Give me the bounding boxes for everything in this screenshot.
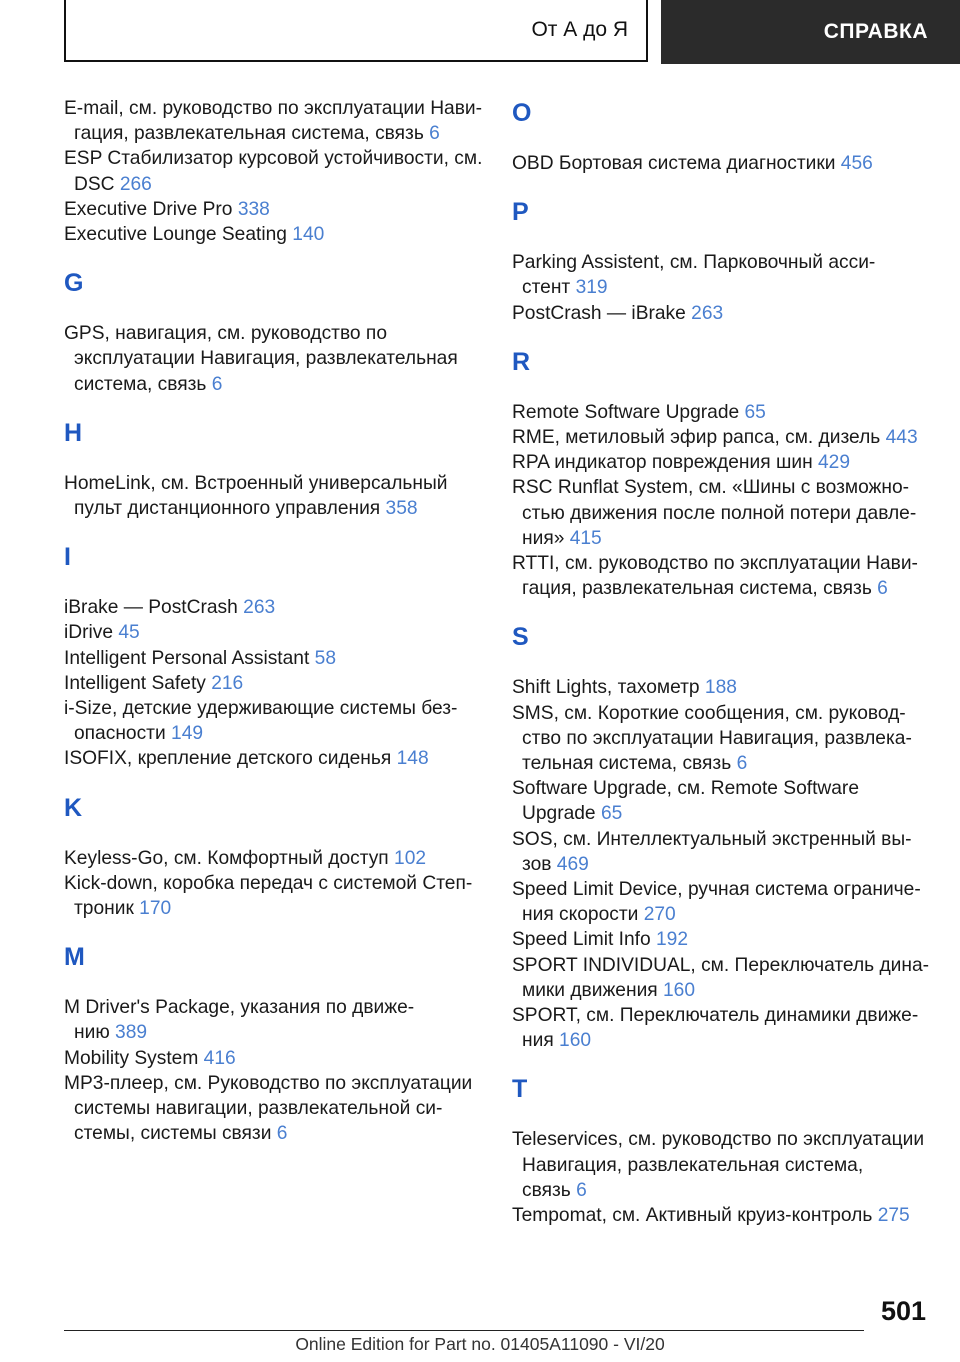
page-reference-link[interactable]: 429 [818, 452, 851, 474]
index-entry-text: RSC Runflat System, см. «Шины с возможно- [512, 477, 910, 499]
section-spacer [64, 247, 484, 266]
index-entry-text: Shift Lights, тахометр [512, 677, 705, 699]
index-entry [64, 146, 484, 196]
index-entry [64, 222, 484, 247]
index-entry-text: опасности [74, 723, 172, 745]
index-entry-text: OBD Бортовая система диагностики [512, 153, 841, 174]
index-letter-heading: P [512, 198, 529, 227]
index-entry-text: мики движения [522, 979, 664, 1001]
index-entry-text: Executive Lounge Seating [64, 224, 293, 246]
page-reference-link[interactable]: 266 [119, 173, 152, 195]
index-entry-text: эксплуатации Навигация, развлекательная [74, 348, 458, 370]
section-spacer [512, 1106, 932, 1127]
index-entry [64, 871, 484, 921]
index-entry [64, 471, 484, 521]
page-reference-link[interactable]: 415 [569, 527, 602, 549]
index-entry-text: Parking Assistent, см. Парковочный асси- [512, 252, 876, 274]
page-reference-link[interactable]: 275 [877, 1205, 910, 1227]
index-entry [64, 197, 484, 222]
index-entry [512, 953, 932, 1003]
section-spacer [64, 825, 484, 846]
page-reference-link[interactable]: 160 [663, 979, 696, 1001]
section-spacer [512, 326, 932, 345]
section-spacer [512, 229, 932, 250]
chapter-tab-label: От А до Я [531, 18, 628, 41]
index-letter-heading: T [512, 1075, 528, 1104]
index-entry-text: ство по эксплуатации Навигация, развлека- [522, 727, 912, 749]
page-reference-link[interactable]: 319 [575, 277, 608, 299]
index-entry-text: SMS, см. Короткие сообщения, см. руковод- [512, 702, 906, 724]
page-reference-link[interactable]: 358 [385, 498, 418, 520]
index-entry-text: Keyless-Go, см. Комфортный доступ [64, 847, 395, 869]
index-entry-text: зов [522, 853, 557, 875]
page-header [64, 0, 960, 64]
index-entry-text: E-mail, см. руководство по эксплуатации Нави- [64, 98, 483, 119]
page-reference-link[interactable]: 443 [885, 427, 918, 449]
index-entry [512, 551, 932, 601]
index-entry-text: Навигация, развлекательная система, [522, 1154, 864, 1176]
index-entry-text: SPORT, см. Переключатель динамики движе- [512, 1005, 919, 1027]
page-reference-link[interactable]: 45 [118, 622, 140, 644]
index-entry-text: системы навигации, развлекательной си- [74, 1098, 443, 1120]
index-entry-text: MP3-плеер, см. Руководство по эксплуатации [64, 1072, 473, 1094]
index-entry-text: тельная система, связь [522, 753, 737, 775]
page-reference-link[interactable]: 65 [600, 803, 623, 825]
page-reference-link[interactable]: 389 [115, 1022, 148, 1044]
section-spacer [64, 574, 484, 595]
index-entry-text: M Driver's Package, указания по движе- [64, 997, 415, 1019]
page-reference-link[interactable]: 192 [656, 929, 689, 951]
index-entry-text: троник [74, 898, 140, 920]
page-reference-link[interactable]: 263 [691, 302, 724, 324]
page-reference-link[interactable]: 6 [429, 123, 440, 145]
index-letter-heading: H [64, 418, 83, 447]
index-entry-text: PostCrash — iBrake [512, 302, 692, 324]
index-entry [512, 827, 932, 877]
index-entry-text: ния скорости [522, 904, 644, 926]
page-reference-link[interactable]: 148 [396, 748, 429, 770]
section-tab-label: СПРАВКА [823, 20, 928, 43]
index-entry-text: нию [74, 1022, 116, 1044]
section-spacer [512, 601, 932, 620]
index-entry-text: Remote Software Upgrade [512, 401, 745, 423]
index-entry [64, 671, 484, 696]
section-spacer [64, 974, 484, 995]
page-reference-link[interactable]: 102 [394, 847, 427, 869]
section-spacer [512, 130, 932, 151]
index-entry-text: SPORT INDIVIDUAL, см. Переключатель дина- [512, 954, 930, 976]
index-entry-text: пульт дистанционного управления [74, 498, 386, 520]
index-entry [512, 151, 932, 176]
index-entry [64, 646, 484, 671]
index-entry-text: SOS, см. Интеллектуальный экстренный вы- [512, 828, 912, 850]
index-entry [512, 927, 932, 952]
index-entry-text: iBrake — PostCrash [64, 597, 244, 619]
index-entry-text: стемы, системы связи [74, 1123, 277, 1145]
index-entry-text: iDrive [64, 622, 119, 644]
index-entry [64, 696, 484, 746]
index-entry [64, 995, 484, 1045]
page-reference-link[interactable]: 338 [237, 198, 270, 220]
index-entry-text: система, связь [74, 373, 212, 395]
index-entry [64, 96, 484, 146]
index-entry [512, 877, 932, 927]
section-spacer [512, 176, 932, 195]
page-reference-link[interactable]: 6 [576, 1179, 587, 1201]
section-spacer [64, 397, 484, 416]
page-reference-link[interactable]: 270 [643, 904, 676, 926]
index-entry-text: i-Size, детские удерживающие системы без- [64, 698, 458, 720]
section-spacer [64, 921, 484, 940]
page-reference-link[interactable]: 6 [276, 1123, 288, 1145]
index-letter-heading: R [512, 347, 531, 376]
section-spacer [64, 300, 484, 321]
index-letter-heading: S [512, 623, 529, 652]
index-letter-heading: M [64, 943, 85, 972]
index-entry-text: ния» [522, 527, 570, 549]
footer-edition-text: Online Edition for Part no. 01405A11090 - VI/20 [295, 1334, 665, 1354]
index-entry-text: HomeLink, см. Встроенный универсальный [64, 472, 448, 494]
index-entry-text: Speed Limit Device, ручная система ограниче- [512, 879, 921, 901]
index-entry-text: RTTI, см. руководство по эксплуатации Нави- [512, 553, 918, 575]
section-spacer [64, 450, 484, 471]
index-entry-text: стью движения после полной потери давле- [522, 502, 917, 524]
index-entry [512, 250, 932, 300]
chapter-tab[interactable] [64, 0, 648, 62]
index-entry-text: ESP Стабилизатор курсовой устойчивости, см. [64, 148, 483, 170]
section-spacer [512, 1053, 932, 1072]
page-reference-link[interactable]: 188 [704, 677, 737, 699]
index-entry [512, 301, 932, 326]
index-entry [64, 1071, 484, 1147]
index-entry-text: Intelligent Safety [64, 672, 212, 694]
index-entry-text: Mobility System [64, 1047, 204, 1069]
index-entry [64, 620, 484, 645]
index-letter-heading: K [64, 793, 83, 822]
index-entry-text: Executive Drive Pro [64, 198, 238, 220]
page-reference-link[interactable]: 263 [243, 597, 276, 619]
index-entry-text: ISOFIX, крепление детского сиденья [64, 748, 397, 770]
index-column-right [512, 96, 932, 1228]
page-reference-link[interactable]: 6 [736, 753, 748, 775]
section-spacer [64, 521, 484, 540]
page-reference-link[interactable]: 170 [139, 898, 172, 920]
index-entry [512, 400, 932, 425]
section-tab[interactable] [661, 0, 960, 64]
index-letter-heading: O [512, 99, 532, 127]
index-entry [512, 425, 932, 450]
index-letter-heading: I [64, 543, 71, 572]
page-reference-link[interactable]: 469 [556, 853, 589, 875]
index-entry-text: гация, развлекательная система, связь [522, 578, 878, 600]
footer-divider [64, 1330, 864, 1331]
index-entry-text: Speed Limit Info [512, 929, 656, 951]
index-entry-text: связь [522, 1179, 577, 1201]
page-reference-link[interactable]: 65 [744, 401, 766, 423]
index-column-left [64, 96, 484, 1146]
index-entry-text: RPA индикатор повреждения шин [512, 452, 818, 474]
page-reference-link[interactable]: 6 [877, 578, 888, 600]
index-entry [64, 1046, 484, 1071]
page-reference-link[interactable]: 140 [292, 224, 325, 246]
index-entry [64, 595, 484, 620]
page-reference-link[interactable]: 416 [203, 1047, 236, 1069]
index-entry-text: Tempomat, см. Активный круиз-контроль [512, 1205, 878, 1227]
index-entry [512, 1127, 932, 1203]
page-reference-link[interactable]: 149 [171, 723, 204, 745]
index-letter-heading: G [64, 269, 84, 298]
index-entry-text: Teleservices, см. руководство по эксплуатации [512, 1129, 925, 1151]
index-entry-text: GPS, навигация, см. руководство по [64, 323, 387, 345]
index-entry-text: Intelligent Personal Assistant [64, 647, 315, 669]
index-entry [512, 450, 932, 475]
index-entry-text: RME, метиловый эфир рапса, см. дизель [512, 427, 886, 449]
page-reference-link[interactable]: 216 [211, 672, 244, 694]
index-entry-text: ния [522, 1030, 560, 1052]
index-entry [512, 701, 932, 777]
page-reference-link[interactable]: 58 [314, 647, 336, 669]
index-entry [64, 321, 484, 397]
section-spacer [64, 772, 484, 791]
page-reference-link[interactable]: 456 [840, 153, 873, 174]
index-entry [512, 675, 932, 700]
index-entry-text: Upgrade [522, 803, 601, 825]
page-reference-link[interactable]: 160 [559, 1030, 592, 1052]
index-entry [512, 475, 932, 551]
index-entry-text: DSC [74, 173, 120, 195]
index-entry [512, 1003, 932, 1053]
index-entry-text: стент [522, 277, 576, 299]
section-spacer [512, 654, 932, 675]
index-entry-text: гация, развлекательная система, связь [74, 123, 430, 145]
index-entry [64, 846, 484, 871]
page-reference-link[interactable]: 6 [211, 373, 223, 395]
index-entry [64, 746, 484, 771]
index-entry-text: Kick-down, коробка передач с системой Степ- [64, 872, 473, 894]
section-spacer [512, 379, 932, 400]
index-entry [512, 1203, 932, 1228]
index-entry-text: Software Upgrade, см. Remote Software [512, 778, 859, 800]
index-entry [512, 776, 932, 826]
page-number: 501 [880, 1296, 926, 1326]
